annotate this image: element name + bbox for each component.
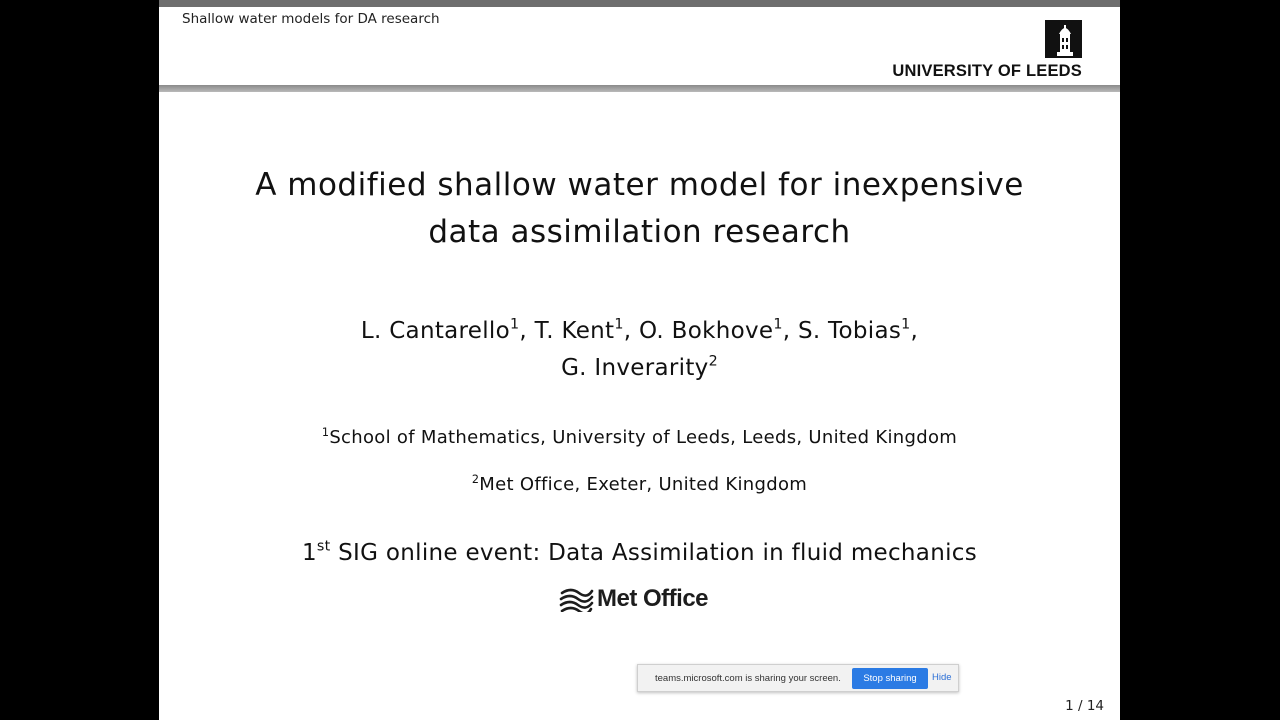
author-separator: , xyxy=(782,318,798,344)
met-office-logo xyxy=(559,585,721,615)
author-affiliation-mark: 1 xyxy=(901,316,911,333)
university-name: UNIVERSITY OF LEEDS xyxy=(892,62,1082,80)
affiliation-mark: 1 xyxy=(321,425,330,439)
author-name: G. Inverarity xyxy=(561,355,709,381)
event-line xyxy=(159,540,1120,566)
title-line-1: A modified shallow water model for inexpensive xyxy=(255,167,1024,203)
author-name: T. Kent xyxy=(534,318,615,344)
event-ordinal-suffix: st xyxy=(316,538,331,555)
affiliation-text: School of Mathematics, University of Leeds, Leeds, United Kingdom xyxy=(329,427,958,448)
author-name: S. Tobias xyxy=(797,318,902,344)
author-separator: , xyxy=(519,318,535,344)
title-line-2: data assimilation research xyxy=(428,214,851,250)
top-rule xyxy=(159,0,1120,7)
author-affiliation-mark: 1 xyxy=(510,316,520,333)
met-office-wordmark: Met Office xyxy=(597,585,709,612)
author-affiliation-mark: 1 xyxy=(773,316,783,333)
university-logo xyxy=(879,20,1085,82)
author-name: L. Cantarello xyxy=(360,318,510,344)
author-line-1 xyxy=(159,313,1120,350)
leeds-crest-icon xyxy=(1045,20,1082,58)
event-text: SIG online event: Data Assimilation in fluid mechanics xyxy=(330,540,977,566)
screen-sharing-notification xyxy=(637,664,959,692)
author-affiliation-mark: 1 xyxy=(614,316,624,333)
presentation-slide xyxy=(159,0,1120,720)
met-office-waves-icon xyxy=(559,588,594,612)
affiliation-2 xyxy=(159,474,1120,495)
author-separator: , xyxy=(623,318,639,344)
affiliation-mark: 2 xyxy=(471,472,480,486)
author-separator: , xyxy=(910,318,919,344)
affiliation-text: Met Office, Exeter, United Kingdom xyxy=(479,474,808,495)
slide-short-title: Shallow water models for DA research xyxy=(182,11,440,27)
author-line-2 xyxy=(159,350,1120,387)
page-number: 1 / 14 xyxy=(1065,698,1104,714)
author-name: O. Bokhove xyxy=(638,318,774,344)
header-rule xyxy=(159,85,1120,92)
stop-sharing-button[interactable]: Stop sharing xyxy=(852,668,928,689)
affiliation-1 xyxy=(159,427,1120,448)
author-affiliation-mark: 2 xyxy=(708,353,718,370)
author-list xyxy=(159,313,1120,387)
hide-notification-link[interactable]: Hide xyxy=(932,672,952,683)
sharing-message: teams.microsoft.com is sharing your screen. xyxy=(655,673,841,684)
event-number: 1 xyxy=(301,540,317,566)
slide-title xyxy=(159,162,1120,256)
